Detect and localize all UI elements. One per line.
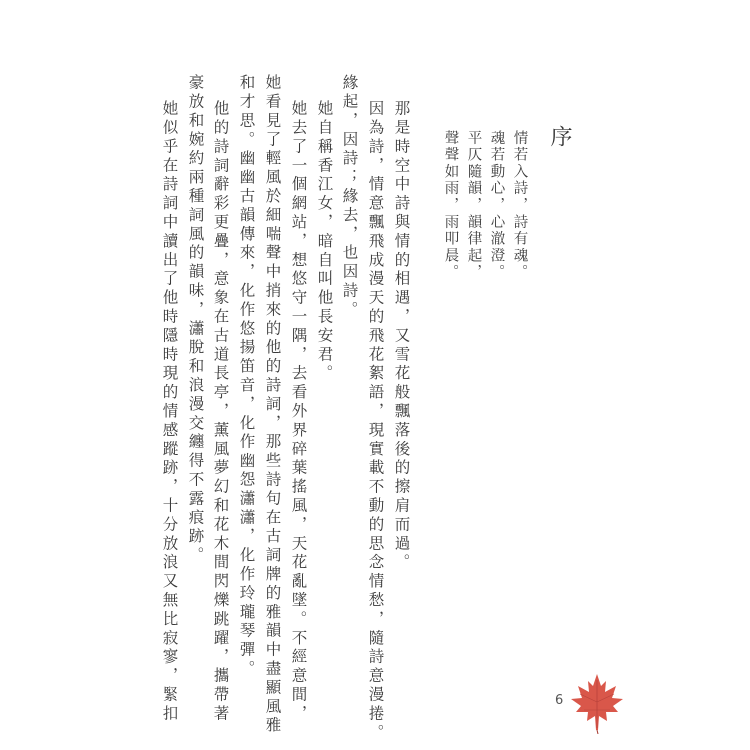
poem-line-3: 平仄隨韻，韻律起，	[465, 130, 482, 282]
paragraph-line-4: 她自稱香江女，暗自叫他長安君。	[315, 100, 334, 384]
poem-line-1: 情若入詩，詩有魂。	[511, 130, 528, 282]
paragraph-line-6: 她看見了輕風於細喘聲中捎來的他的詩詞，那些詩句在古詞牌的雅韻中盡顯風雅	[263, 74, 282, 736]
paragraph-line-5: 她去了一個網站，想悠守一隅，去看外界碎葉搖風，天花亂墜。不經意間，	[289, 100, 308, 724]
paragraph-line-3: 緣起，因詩；緣去，也因詩。	[340, 74, 359, 320]
paragraph-line-8: 他的詩詞辭彩更疊，意象在古道長亭，薰風夢幻和花木間閃爍跳躍，攜帶著	[211, 100, 230, 724]
paragraph-line-2: 因為詩，情意飄飛成漫天的飛花絮語，現實載不動的思念情愁，隨詩意漫捲。	[366, 100, 385, 743]
paragraph-line-10: 她似乎在詩詞中讀出了他時隱時現的情感蹤跡，十分放浪又無比寂寥，緊扣	[160, 100, 179, 724]
maple-leaf-icon	[570, 672, 625, 734]
page-title: 序	[547, 125, 572, 149]
paragraph-line-7: 和才思。幽幽古韻傳來，化作悠揚笛音，化作幽怨瀟瀟，化作玲瓏琴彈。	[237, 74, 256, 679]
paragraph-line-9: 豪放和婉約兩種詞風的韻味，瀟脫和浪漫交纏得不露痕跡。	[186, 74, 205, 566]
poem-line-4: 聲聲如雨，雨叩晨。	[442, 130, 459, 282]
paragraph-line-1: 那是時空中詩與情的相遇，又雪花般飄落後的擦肩而過。	[392, 100, 411, 573]
page-number: 6	[555, 693, 564, 708]
poem-line-2: 魂若動心，心澈澄。	[488, 130, 505, 282]
